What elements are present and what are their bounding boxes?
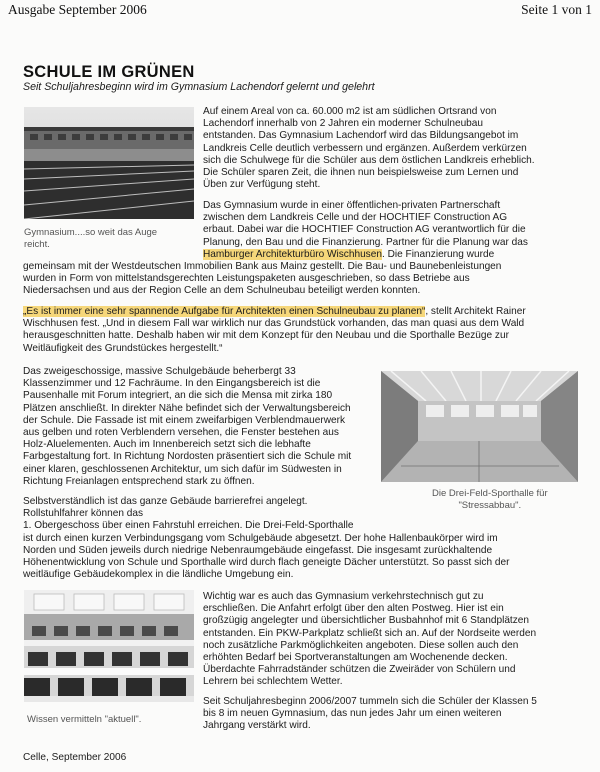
- text-line: Weitläufigkeit des Grundstückes hergestellt.“: [23, 342, 223, 354]
- paragraph-intro: [203, 106, 535, 191]
- text-line: Lehrern bei schlechtem Wetter.: [203, 676, 343, 688]
- text-line: herausgeschnitten hatte. Deshalb haben wir mit dem Konzept für den Neubau und die Sporthalle Bezüge zur: [23, 330, 509, 342]
- text-line: aus gelben und roten Verblendern versehen, die Fenster bestehen aus: [23, 427, 339, 439]
- text-line: Überdachte Fahrradständer schützen die Zweiräder von Schülern und: [203, 664, 516, 676]
- text-line: Rollstuhlfahrer können das: [23, 508, 144, 520]
- text-line: Wischhusen fest. „Und in diesem Fall war wirklich nur das Grundstück vorhanden, das man quasi aus dem Wald: [23, 318, 525, 330]
- text-line: Seit Schuljahresbeginn 2006/2007 tummeln sich die Schüler der Klassen 5: [203, 696, 537, 707]
- highlighted-architect-name: Hamburger Architekturbüro Wischhusen: [203, 248, 382, 260]
- text-line: Pausenhalle mit Forum integriert, an die sich die Mensa mit zirka 180: [23, 390, 333, 402]
- text-line: Selbstverständlich ist das ganze Gebäude barrierefrei angelegt.: [23, 496, 308, 507]
- text-line: erschließen. Die Anfahrt erfolgt über den alten Postweg. Hier ist ein: [203, 603, 504, 615]
- issue-date: Ausgabe September 2006: [8, 2, 147, 17]
- footer-place-date: Celle, September 2006: [23, 752, 127, 763]
- text-line: erhöhten Bedarf bei Sportveranstaltungen am Wochenende decken.: [203, 652, 508, 664]
- paragraph-school-start: [203, 696, 537, 733]
- text-line: ist durch einen kurzen Verbindungsgang vom Schulgebäude abgesetzt. Der hohe Hallenbaukörper wird im: [23, 532, 498, 544]
- text-line: entstanden. Das Gymnasium Lachendorf wird das Bildungsangebot im: [203, 130, 519, 142]
- text-line: Die Schüler sparen Zeit, die ihnen nun beispielsweise zum Lernen und: [203, 167, 519, 179]
- text-line: Jahrgang verstärkt wird.: [203, 720, 311, 732]
- school-building-photo: [24, 107, 194, 219]
- text-line: 1. Obergeschoss über einen Fahrstuhl erreichen. Die Drei-Feld-Sporthalle: [23, 520, 354, 532]
- text-line: Wichtig war es auch das Gymnasium verkehrstechnisch gut zu: [203, 591, 484, 602]
- text-line: gemeinsam mit der Westdeutschen Immobilien Bank aus Mainz gestellt. Die Bau- und Baunebenleistungen: [23, 261, 502, 272]
- text-line: [203, 249, 528, 261]
- page-number: Seite 1 von 1: [521, 2, 592, 17]
- text-line: Höhenentwicklung von Schule und Sporthalle wird durch flach geneigte Dächer unterstützt. So passt sich der: [23, 557, 510, 569]
- caption-line: Wissen vermitteln "aktuell".: [27, 714, 142, 725]
- text-line: weitläufige Gebäudekomplex in die ländliche Umgebung ein.: [23, 569, 294, 581]
- highlighted-quote: „Es ist immer eine sehr spannende Aufgabe für Architekten einen Schulneubau zu planen“: [23, 306, 426, 317]
- caption-line: Die Drei-Feld-Sporthalle für: [432, 488, 548, 499]
- text-line: Üben zur Verfügung steht.: [203, 179, 321, 191]
- paragraph-quote: [23, 306, 526, 355]
- text-line: noch zusätzliche Parkmöglichkeiten angeboten. Diese sollen auch den: [203, 639, 519, 651]
- article-subtitle: Seit Schuljahresbeginn wird im Gymnasium Lachendorf gelernt und gelehrt: [23, 81, 375, 93]
- text-line: wurden in Form von mittelstandsgerechten Leistungspaketen ausgeschrieben, so dass Betriebe aus: [23, 273, 470, 285]
- photo-caption-computer-room: [27, 714, 141, 726]
- paragraph-accessibility: [23, 496, 509, 581]
- photo-caption-building: [24, 227, 157, 250]
- computer-room-photo: [24, 590, 194, 702]
- text-line: Lachendorf innerhalb von 2 Jahren ein moderner Schulneubau: [203, 118, 484, 130]
- text-line: Norden und Süden jeweils durch niedrige Nebenraumgebäude eingefasst. Die insgesamt zurückhaltende: [23, 544, 493, 556]
- text-line: sich die Schulwege für die Schüler aus dem östlichen Landkreis erheblich.: [203, 154, 535, 166]
- caption-line: reicht.: [24, 238, 50, 250]
- text-line: Landkreis Celle deutlich verbessern und ergänzen. Außerdem verkürzen: [203, 142, 527, 154]
- sports-hall-photo: [381, 371, 578, 482]
- text-line: großzügig angelegter und übersichtlicher Busbahnhof mit 6 Standplätzen: [203, 615, 530, 627]
- text-line: entstanden. Ein PKW-Parkplatz schließt sich an. Auf der Nordseite werden: [203, 627, 537, 639]
- text-line: Das Gymnasium wurde in einer öffentlichen-privaten Partnerschaft: [203, 200, 501, 211]
- paragraph-partnership: [203, 200, 528, 261]
- text-line: einer klaren, geschlossenen Architektur, um sich dafür im Südwesten in: [23, 463, 342, 475]
- text-line: Farbgestaltung fort. In Richtung Nordosten präsentiert sich die Schule mit: [23, 451, 352, 463]
- text-fragment: . Die Finanzierung wurde: [381, 248, 495, 260]
- text-line: zwischen dem Landkreis Celle und der HOCHTIEF Construction AG: [203, 212, 508, 224]
- text-line: bis 8 im neuen Gymnasium, das nun jedes Jahr um einen weiteren: [203, 708, 502, 720]
- article-title: SCHULE IM GRÜNEN: [23, 63, 195, 81]
- paragraph-financing: [23, 261, 501, 298]
- text-line: Plätzen anschließt. In direkter Nähe befindet sich der Verwaltungsbereich: [23, 402, 351, 414]
- text-line: Das zweigeschossige, massive Schulgebäude beherbergt 33: [23, 366, 296, 377]
- text-line: Richtung Freianlagen entsprechend stark zu öffnen.: [23, 475, 255, 487]
- text-line: Auf einem Areal von ca. 60.000 m2 ist am südlichen Ortsrand von: [203, 106, 497, 117]
- text-line: Niedersachsen und aus der Region Celle an dem Schulneubau beteiligt werden konnten.: [23, 285, 421, 297]
- text-line: Klassenzimmer und 12 Fachräume. In den Eingangsbereich ist die: [23, 378, 321, 390]
- text-line: der Schule. Die Fassade ist mit einem zweifarbigen Verblendmauerwerk: [23, 414, 346, 426]
- caption-line: "Stressabbau".: [458, 499, 522, 511]
- text-fragment: , stellt Architekt Rainer: [425, 306, 526, 317]
- caption-line: Gymnasium....so weit das Auge: [24, 227, 158, 238]
- paragraph-building: [23, 366, 351, 488]
- text-line: erbaut. Dabei war die HOCHTIEF Construction AG verantwortlich für die: [203, 224, 526, 236]
- text-line: Planung, den Bau und die Finanzierung. Partner für die Planung war das: [203, 236, 528, 248]
- text-line: Holz-Aluelementen. Auch im Innenbereich setzt sich die lebhafte: [23, 439, 311, 451]
- text-line: [23, 306, 526, 318]
- paragraph-traffic: [203, 591, 536, 689]
